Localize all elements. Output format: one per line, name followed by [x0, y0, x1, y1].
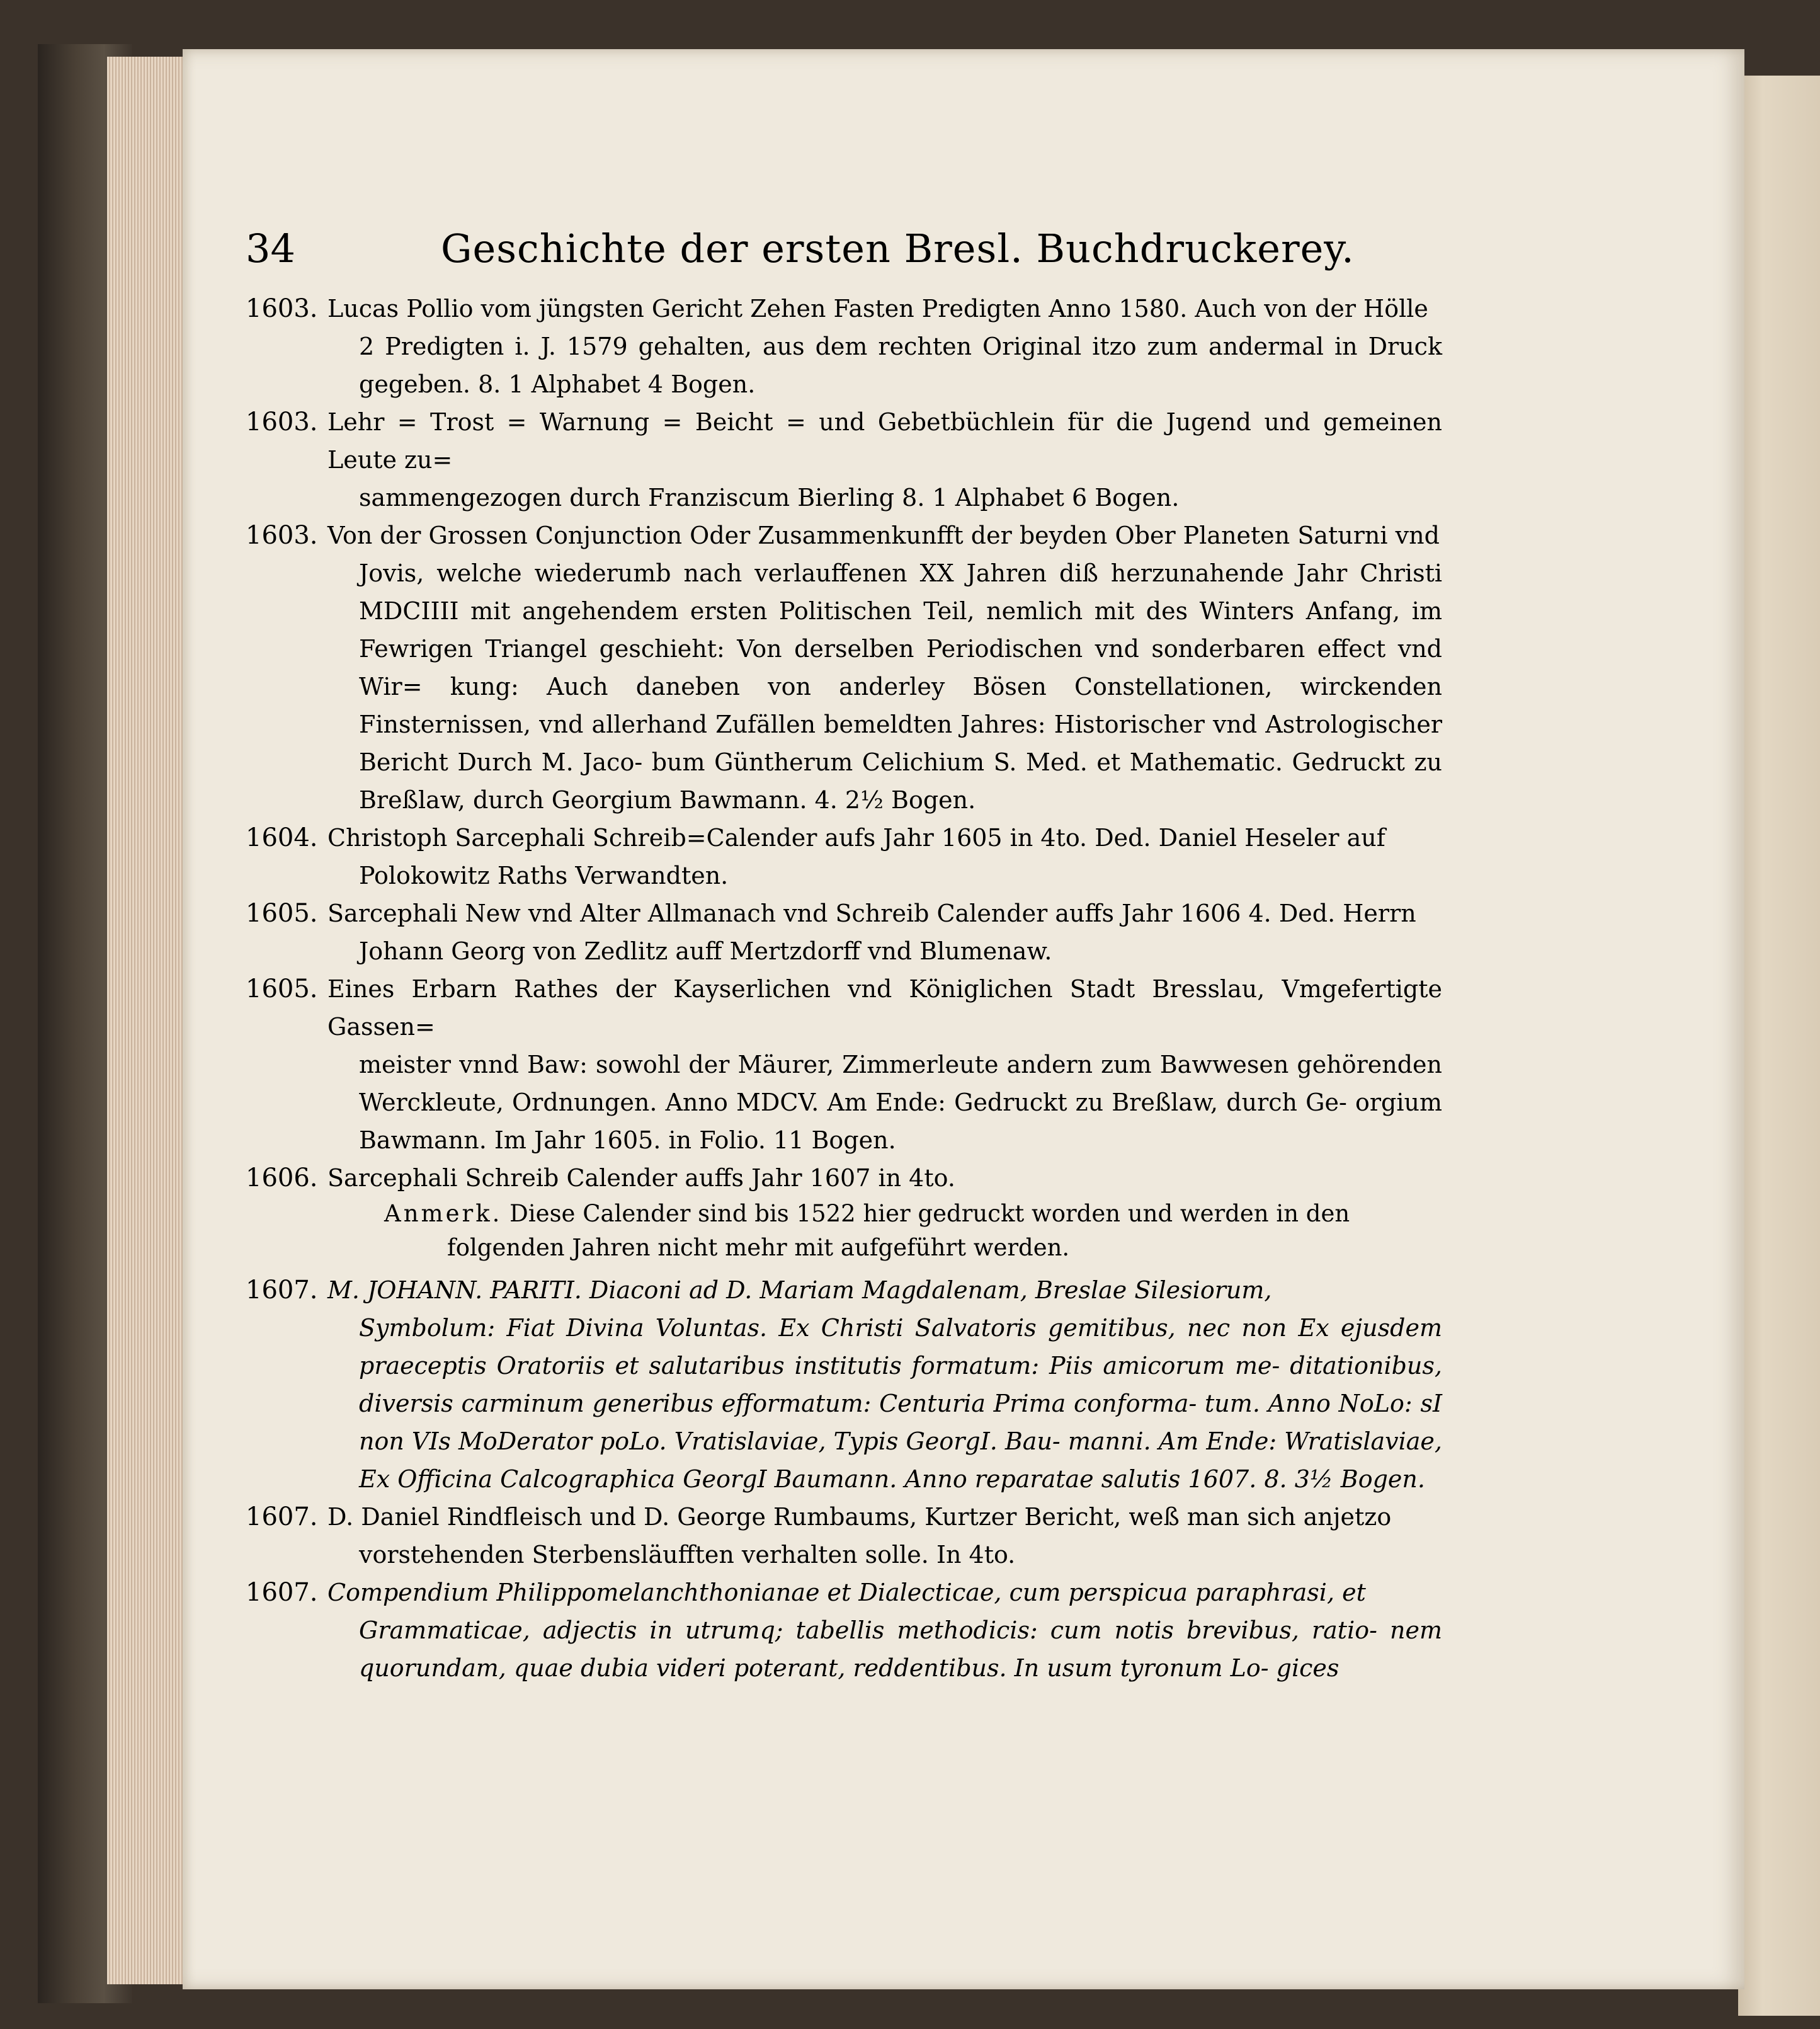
entry-text — [327, 290, 1442, 403]
entry-text — [327, 1271, 1442, 1498]
entry-year: 1607. — [246, 1578, 318, 1607]
entry-year: 1603. — [246, 294, 318, 323]
entry-list — [246, 290, 1442, 1687]
spacer — [246, 1265, 1442, 1271]
entry-first-line: Eines Erbarn Rathes der Kayserlichen vnd Königlichen Stadt Bresslau, Vmgefertigte Gassen= — [327, 975, 1442, 1041]
entry-continuation: meister vnnd Baw: sowohl der Mäurer, Zimmerleute andern zum Bawwesen gehörenden Werckleute, Ordnungen. Anno MDCV. Am Ende: Gedruckt zu Breßlaw, durch Ge- orgium Bawmann. Im Jahr 1605. in Folio. 11 Bogen. — [359, 1051, 1442, 1154]
running-title: Geschichte der ersten Bresl. Buchdruckerey. — [441, 226, 1355, 271]
entry — [246, 894, 1442, 970]
entry-year: 1605. — [246, 974, 318, 1003]
entry — [246, 1271, 1442, 1498]
annotation-first-line: Diese Calender sind bis 1522 hier gedruckt worden und werden in den — [509, 1200, 1350, 1227]
entry-first-line: M. JOHANN. PARITI. Diaconi ad D. Mariam Magdalenam, Breslae Silesiorum, — [327, 1276, 1272, 1304]
entry — [246, 290, 1442, 403]
entry-year: 1604. — [246, 823, 318, 852]
entry-continuation: vorstehenden Sterbensläufften verhalten solle. In 4to. — [359, 1541, 1016, 1569]
entry-text — [327, 970, 1442, 1159]
entry — [246, 970, 1442, 1159]
page-number: 34 — [246, 226, 295, 271]
entry-continuation: Jovis, welche wiederumb nach verlauffenen XX Jahren diß herzunahende Jahr Christi MDCIIII mit angehendem ersten Politischen Teil, nemlich mit des Winters Anfang, im Fewrigen Triangel geschieht: Von derselben Periodischen vnd sonderbaren effect vnd Wir= kung: Auch daneben von anderley Bösen Constellationen, wirckenden Finsternissen, vnd allerhand Zufällen bemeldten Jahres: Historischer vnd Astrologischer Bericht Durch M. Jaco- bum Güntherum Celichium S. Med. et Mathematic. Gedruckt zu Breßlaw, durch Georgium Bawmann. 4. 2½ Bogen. — [359, 559, 1442, 814]
facing-page-edge — [1738, 76, 1820, 2016]
annotation-lead: Anmerk. — [384, 1200, 503, 1227]
entry-text — [327, 819, 1442, 894]
entry-text — [327, 1159, 1442, 1197]
entry — [246, 517, 1442, 819]
entry-year: 1607. — [246, 1276, 318, 1305]
entry-continuation: sammengezogen durch Franziscum Bierling 8. 1 Alphabet 6 Bogen. — [359, 484, 1180, 512]
entry-first-line: Von der Grossen Conjunction Oder Zusammenkunfft der beyden Ober Planeten Saturni vnd — [327, 522, 1440, 549]
entry-continuation: 2 Predigten i. J. 1579 gehalten, aus dem rechten Original itzo zum andermal in Druck gegeben. 8. 1 Alphabet 4 Bogen. — [359, 333, 1442, 398]
entry-first-line: D. Daniel Rindfleisch und D. George Rumbaums, Kurtzer Bericht, weß man sich anjetzo — [327, 1503, 1392, 1531]
page-header — [246, 214, 1430, 283]
entry — [246, 1574, 1442, 1687]
entry-year: 1607. — [246, 1502, 318, 1531]
entry — [246, 1498, 1442, 1574]
entry-continuation: Johann Georg von Zedlitz auff Mertzdorff vnd Blumenaw. — [359, 937, 1052, 965]
entry-text — [327, 1574, 1442, 1687]
entry — [246, 819, 1442, 894]
annotation — [384, 1197, 1442, 1265]
entry-first-line: Christoph Sarcephali Schreib=Calender aufs Jahr 1605 in 4to. Ded. Daniel Heseler auf — [327, 824, 1385, 852]
entry-continuation: Symbolum: Fiat Divina Voluntas. Ex Christi Salvatoris gemitibus, nec non Ex ejusdem praeceptis Oratoriis et salutaribus institutis formatum: Piis amicorum me- ditationibus, diversis carminum generibus efformatum: Centuria Prima conforma- tum. Anno NoLo: sI non VIs MoDerator poLo. Vratislaviae, Typis GeorgI. Bau- manni. Am Ende: Wratislaviae, Ex Officina Calcographica GeorgI Baumann. Anno reparatae salutis 1607. 8. 3½ Bogen. — [359, 1314, 1443, 1493]
entry-first-line: Sarcephali New vnd Alter Allmanach vnd Schreib Calender auffs Jahr 1606 4. Ded. Herrn — [327, 900, 1416, 927]
entry-text — [327, 517, 1442, 819]
entry-year: 1606. — [246, 1163, 318, 1192]
entry-first-line: Lehr = Trost = Warnung = Beicht = und Gebetbüchlein für die Jugend und gemeinen Leute zu= — [327, 408, 1442, 474]
entry — [246, 1159, 1442, 1197]
entry-continuation: Grammaticae, adjectis in utrumq; tabellis methodicis: cum notis brevibus, ratio- nem quorundam, quae dubia videri poterant, reddentibus. In usum tyronum Lo- gices — [359, 1616, 1442, 1682]
entry-text — [327, 894, 1442, 970]
entry-year: 1603. — [246, 408, 318, 437]
entry — [246, 403, 1442, 517]
entry-first-line: Compendium Philippomelanchthonianae et Dialecticae, cum perspicua paraphrasi, et — [327, 1579, 1366, 1606]
entry-text — [327, 1498, 1442, 1574]
entry-first-line: Sarcephali Schreib Calender auffs Jahr 1607 in 4to. — [327, 1164, 955, 1192]
entry-continuation: Polokowitz Raths Verwandten. — [359, 862, 729, 889]
entry-first-line: Lucas Pollio vom jüngsten Gericht Zehen Fasten Predigten Anno 1580. Auch von der Hölle — [327, 295, 1428, 323]
entry-year: 1603. — [246, 521, 318, 550]
page-edges — [107, 57, 189, 1984]
annotation-continuation: folgenden Jahren nicht mehr mit aufgeführt werden. — [447, 1234, 1070, 1261]
entry-year: 1605. — [246, 899, 318, 928]
entry-text — [327, 403, 1442, 517]
